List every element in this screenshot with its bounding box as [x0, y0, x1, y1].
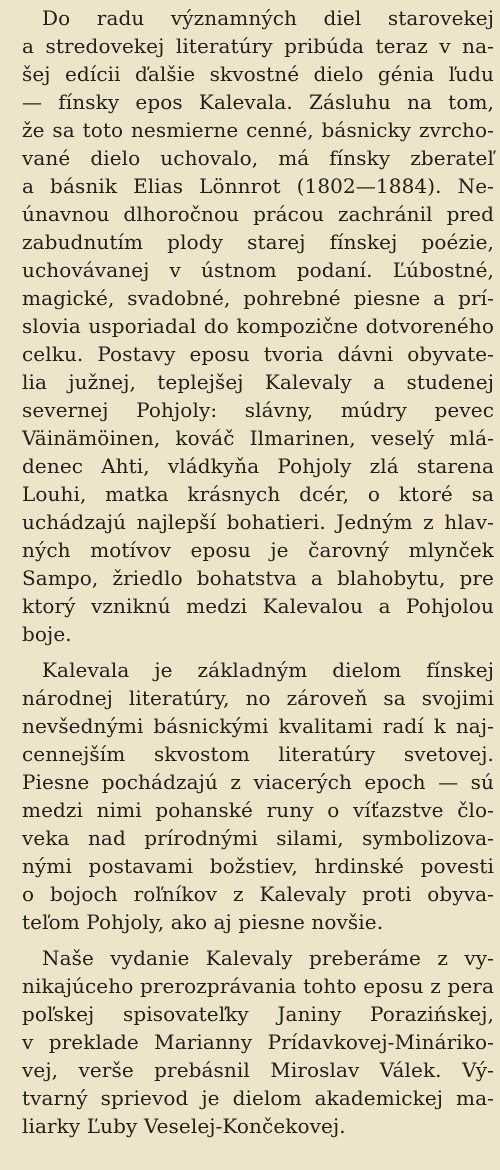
text-line: Kalevala je základným dielom fínskej — [42, 658, 494, 682]
text-line: a básnik Elias Lönnrot (1802—1884). Ne- — [22, 174, 494, 198]
text-line: vané dielo uchovalo, má fínsky zberateľ — [22, 146, 494, 170]
text-line: Sampo, žriedlo bohatstva a blahobytu, pre — [22, 566, 494, 590]
text-line: celku. Postavy eposu tvoria dávni obyvate- — [22, 342, 494, 366]
text-line: severnej Pohjoly: slávny, múdry pevec — [22, 398, 494, 422]
text-line: ktorý vzniknú medzi Kalevalou a Pohjolou — [22, 594, 494, 618]
text-line: zabudnutím plody starej fínskej poézie, — [22, 230, 494, 254]
text-line: nevšednými básnickými kvalitami radí k naj- — [22, 714, 494, 738]
text-line: denec Ahti, vládkyňa Pohjoly zlá starena — [22, 454, 494, 478]
text-line: boje. — [22, 622, 72, 646]
text-line: magické, svadobné, pohrebné piesne a prí- — [22, 286, 494, 310]
text-line: Naše vydanie Kalevaly preberáme z vy- — [42, 946, 494, 970]
text-line: že sa toto nesmierne cenné, básnicky zvrcho- — [22, 118, 494, 142]
text-line: únavnou dlhoročnou prácou zachránil pred — [22, 202, 494, 226]
text-line: Väinämöinen, kováč Ilmarinen, veselý mlá- — [22, 426, 494, 450]
text-line: vej, verše prebásnil Miroslav Válek. Vý- — [22, 1058, 494, 1082]
text-line: uchádzajú najlepší bohatieri. Jedným z hlav- — [22, 510, 494, 534]
text-line: cennejším skvostom literatúry svetovej. — [22, 742, 494, 766]
text-line: tvarný sprievod je dielom akademickej ma- — [22, 1086, 494, 1110]
text-line: a stredovekej literatúry pribúda teraz v na- — [22, 34, 494, 58]
text-line: liarky Ľuby Veselej-Končekovej. — [22, 1114, 346, 1138]
text-line: teľom Pohjoly, ako aj piesne novšie. — [22, 910, 384, 934]
text-line: v preklade Marianny Prídavkovej-Mináriko- — [22, 1030, 494, 1054]
text-line: Do radu významných diel starovekej — [42, 6, 494, 30]
text-line: veka nad prírodnými silami, symbolizova- — [22, 826, 494, 850]
text-line: uchovávanej v ústnom podaní. Ľúbostné, — [22, 258, 494, 282]
text-line: Louhi, matka krásnych dcér, o ktoré sa — [22, 482, 494, 506]
text-line: lia južnej, teplejšej Kalevaly a studenej — [22, 370, 494, 394]
text-line: nými postavami božstiev, hrdinské povesti — [22, 854, 494, 878]
text-line: šej edícii ďalšie skvostné dielo génia ľudu — [22, 62, 494, 86]
text-line: medzi nimi pohanské runy o víťazstve člo- — [22, 798, 494, 822]
text-line: nikajúceho prerozprávania tohto eposu z pera — [22, 974, 494, 998]
text-line: Piesne pochádzajú z viacerých epoch — sú — [22, 770, 494, 794]
text-line: o bojoch roľníkov z Kalevaly proti obyva- — [22, 882, 494, 906]
text-line: národnej literatúry, no zároveň sa svojimi — [22, 686, 494, 710]
text-line: — fínsky epos Kalevala. Zásluhu na tom, — [22, 90, 494, 114]
text-line: slovia usporiadal do kompozične dotvoreného — [22, 314, 494, 338]
text-line: poľskej spisovateľky Janiny Porazińskej, — [22, 1002, 494, 1026]
text-line: ných motívov eposu je čarovný mlynček — [22, 538, 494, 562]
